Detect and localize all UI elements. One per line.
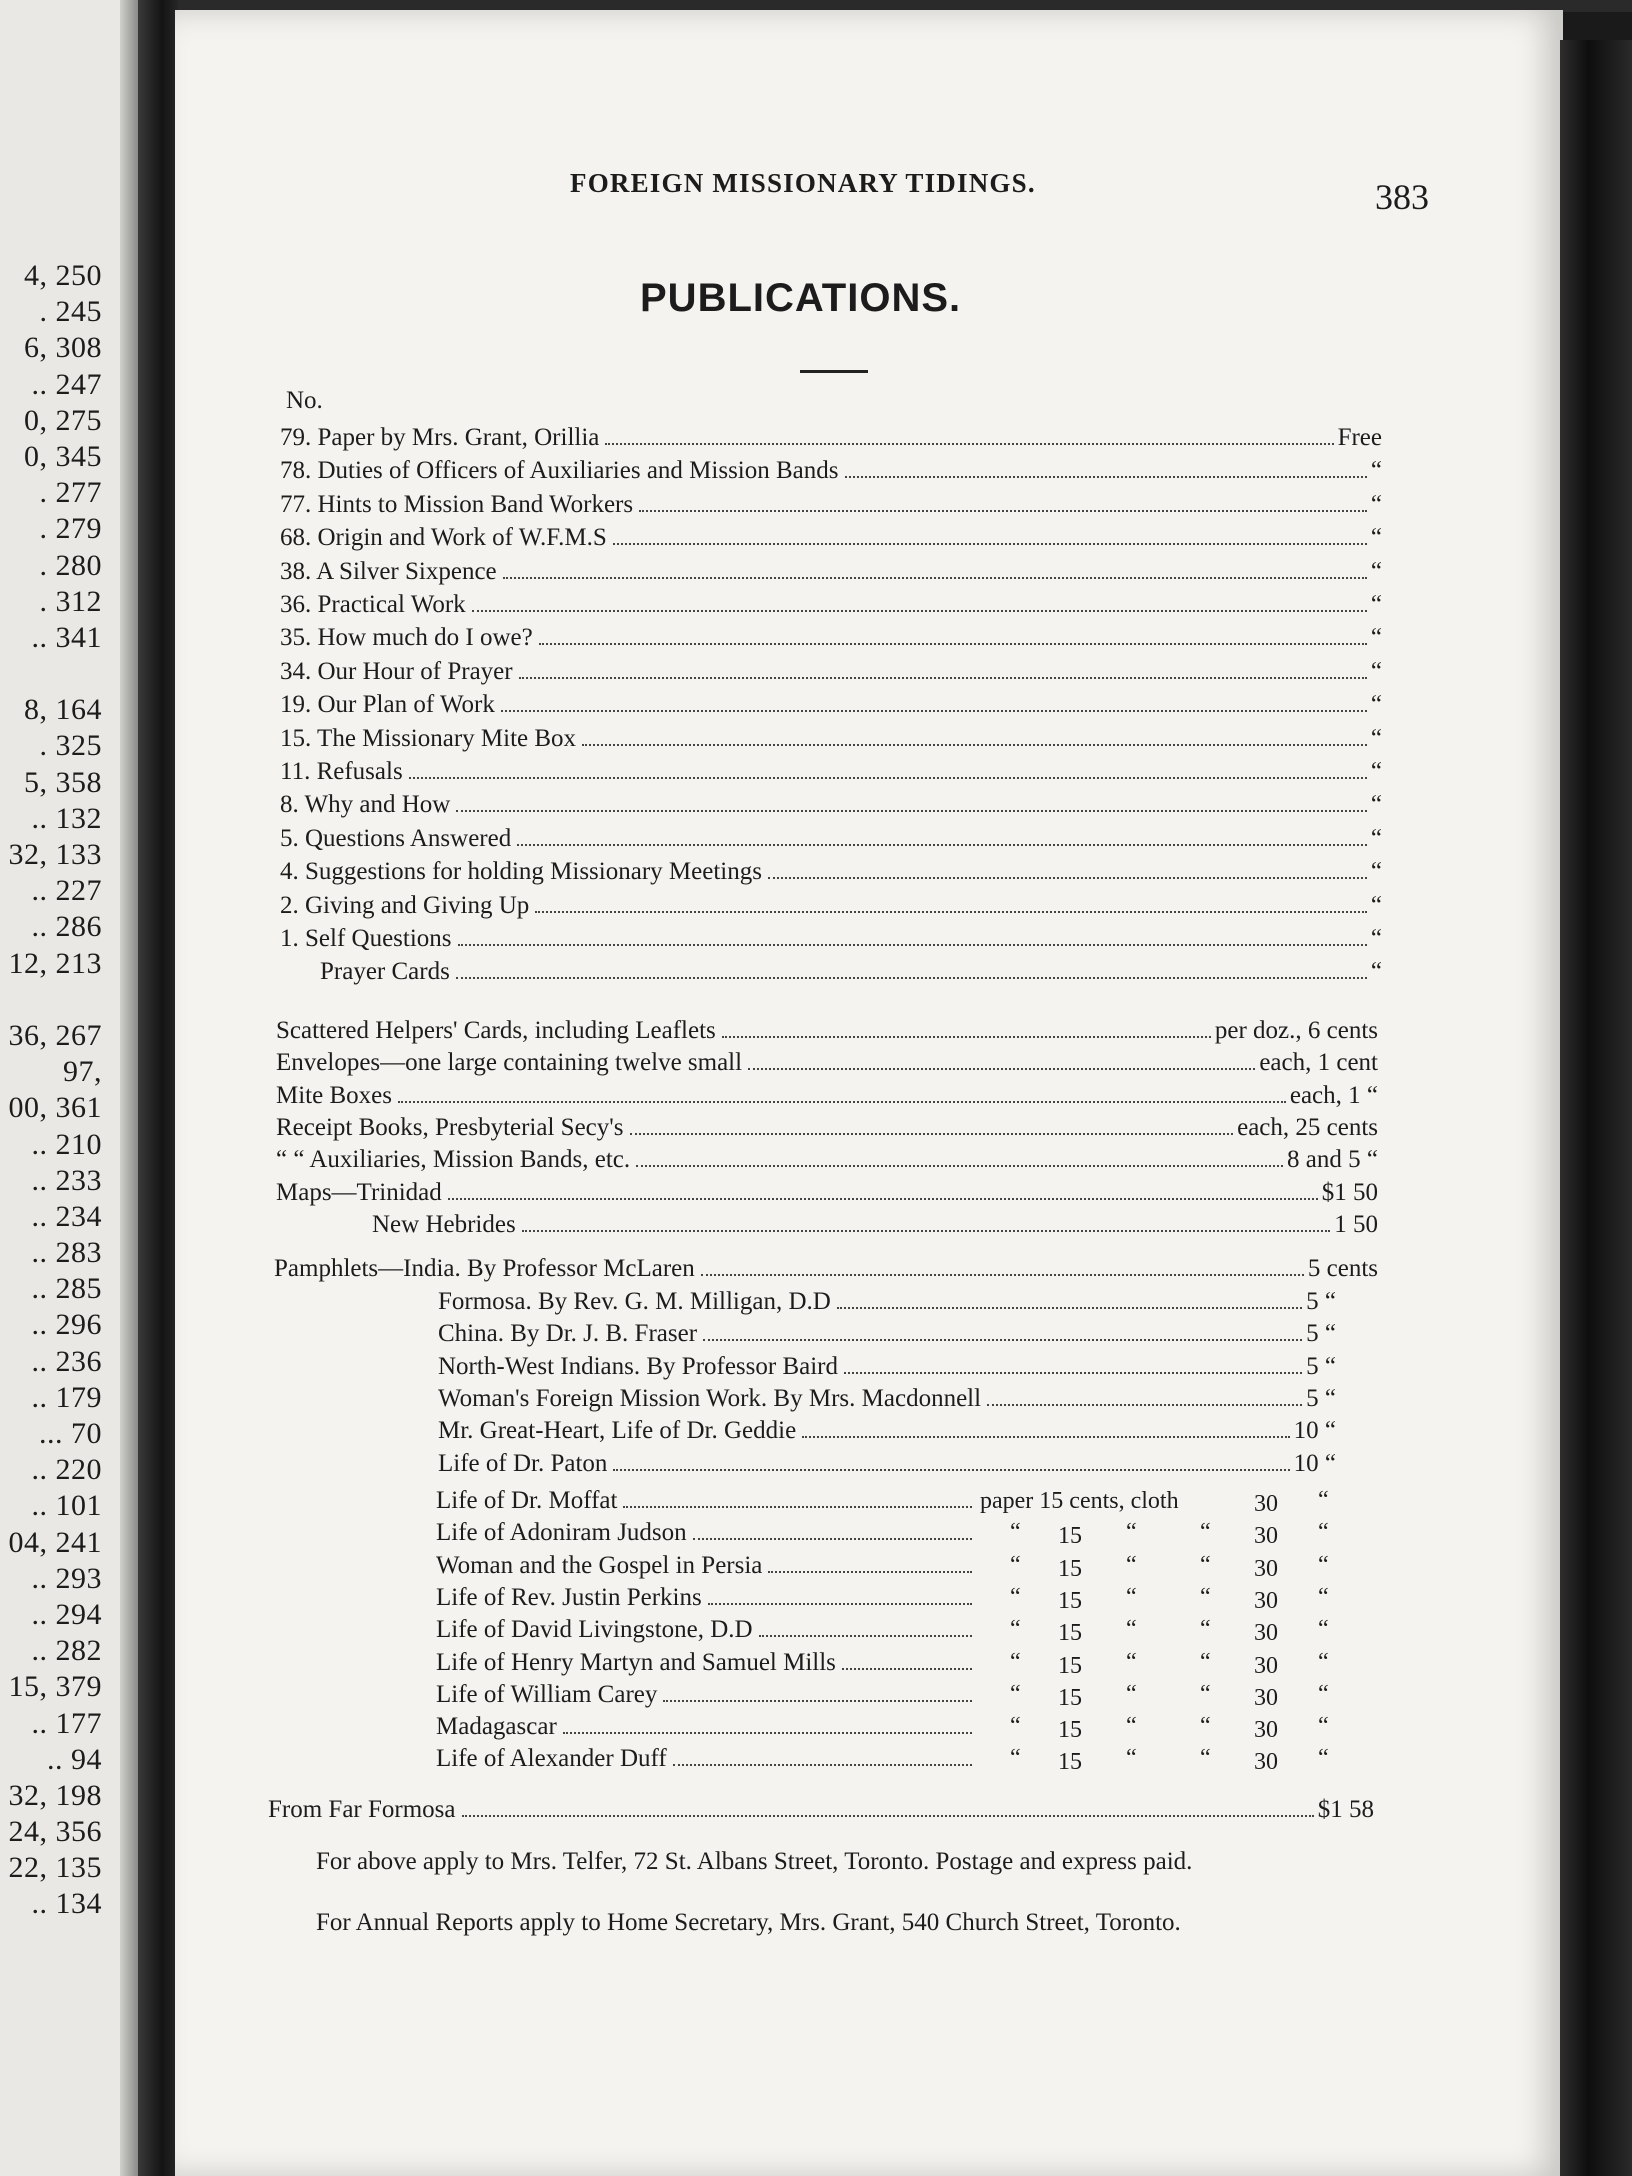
- dot-leader: [759, 1635, 972, 1637]
- far-formosa-value: $1 58: [1317, 1796, 1374, 1823]
- ditto-mark: “: [1010, 1745, 1021, 1772]
- pamphlet-entry-value: 5 “: [1306, 1320, 1336, 1348]
- pamphlet-entry: [438, 1320, 1336, 1348]
- leaflet-entry-value: “: [1370, 858, 1382, 886]
- leaflet-entry-label: 11. Refusals: [280, 758, 403, 785]
- ditto-mark: “: [1200, 1745, 1211, 1772]
- supply-entry: [276, 1017, 1378, 1045]
- leaflet-entry-value: “: [1370, 624, 1382, 652]
- leaflet-entry-value: Free: [1337, 424, 1382, 451]
- ditto-mark: “: [1200, 1648, 1211, 1675]
- supply-entry: [276, 1082, 1378, 1110]
- leaflet-entry-value: “: [1370, 958, 1382, 986]
- left-page-number: .. 285: [31, 1272, 102, 1306]
- pamphlet-entry: [438, 1385, 1336, 1413]
- dot-leader: [501, 710, 1367, 712]
- leaflet-entry-label: 1. Self Questions: [280, 925, 452, 952]
- leaflet-entry: [280, 591, 1382, 619]
- book-title: Woman and the Gospel in Persia: [436, 1551, 763, 1579]
- dot-leader: [539, 643, 1367, 645]
- pamphlet-entry-value: 5 “: [1306, 1288, 1336, 1315]
- dot-leader: [582, 744, 1367, 746]
- left-page-number: .. 210: [31, 1127, 102, 1161]
- dot-leader: [398, 1101, 1286, 1103]
- supply-entry-value: each, 1 cent: [1259, 1049, 1378, 1077]
- ditto-mark: “: [1126, 1713, 1137, 1740]
- leaflet-entry: [280, 758, 1382, 786]
- ditto-mark: “: [1318, 1713, 1329, 1740]
- leaflet-entry: [280, 925, 1382, 953]
- dot-leader: [462, 1815, 1314, 1817]
- left-page-number: 32, 198: [8, 1778, 102, 1812]
- leaflet-entry-value: “: [1370, 591, 1382, 618]
- leaflet-entry-value: “: [1370, 490, 1382, 518]
- ditto-mark: “: [1318, 1519, 1329, 1546]
- leaflet-entry-label: 2. Giving and Giving Up: [280, 891, 530, 919]
- dot-leader: [623, 1506, 972, 1508]
- leaflet-entry: [280, 624, 1382, 652]
- left-page-number: 0, 345: [24, 439, 102, 473]
- cloth-price: 30: [1254, 1587, 1278, 1614]
- pamphlet-entry: [274, 1255, 1378, 1283]
- left-page-number: .. 220: [31, 1453, 102, 1487]
- leaflet-entry: [280, 858, 1382, 886]
- book-edge: [1560, 40, 1632, 2176]
- dot-leader: [409, 777, 1367, 779]
- ditto-mark: “: [1126, 1583, 1137, 1610]
- supply-entry: [276, 1146, 1378, 1174]
- left-page-number: 12, 213: [8, 946, 102, 980]
- pamphlet-entry-label: Mr. Great-Heart, Life of Dr. Geddie: [438, 1417, 797, 1445]
- ditto-mark: “: [1200, 1616, 1211, 1643]
- supply-entry-label: New Hebrides: [372, 1210, 516, 1238]
- dot-leader: [748, 1068, 1255, 1070]
- far-formosa: [268, 1796, 1374, 1824]
- ditto-mark: “: [1010, 1680, 1021, 1707]
- dot-leader: [722, 1036, 1211, 1038]
- ditto-mark: “: [1126, 1648, 1137, 1675]
- supply-entry-value: $1 50: [1321, 1178, 1378, 1206]
- supply-entry-label: Envelopes—one large containing twelve small: [276, 1049, 743, 1077]
- leaflet-entry: [280, 892, 1382, 920]
- leaflet-entry-label: 5. Questions Answered: [280, 824, 512, 852]
- supply-entry-label: “ “ Auxiliaries, Mission Bands, etc.: [276, 1146, 631, 1174]
- book-entry: [436, 1552, 976, 1580]
- book-title: Life of Rev. Justin Perkins: [436, 1583, 702, 1611]
- book-entry: [436, 1616, 976, 1644]
- ditto-mark: “: [1010, 1519, 1021, 1546]
- left-page-number: 0, 275: [24, 403, 102, 437]
- left-page-number: [0, 982, 102, 1018]
- dot-leader: [708, 1603, 972, 1605]
- pamphlet-entry: [438, 1353, 1336, 1381]
- leaflet-entry: [280, 457, 1382, 485]
- left-page-number: 00, 361: [8, 1091, 102, 1125]
- pamphlet-entry-label: Life of Dr. Paton: [438, 1449, 608, 1477]
- leaflet-entry: [280, 658, 1382, 686]
- ditto-mark: “: [1010, 1583, 1021, 1610]
- leaflet-entry-value: “: [1370, 457, 1382, 485]
- paper-price: 15: [1058, 1717, 1082, 1744]
- ditto-mark: “: [1010, 1648, 1021, 1675]
- supply-entry-value: each, 25 cents: [1237, 1113, 1378, 1141]
- cloth-price: 30: [1254, 1652, 1278, 1679]
- dot-leader: [844, 1372, 1302, 1374]
- dot-leader: [517, 844, 1367, 846]
- cloth-price: 30: [1254, 1491, 1278, 1517]
- left-page-number: .. 134: [31, 1887, 102, 1921]
- ditto-mark: “: [1318, 1745, 1329, 1772]
- paper-price: 15: [1058, 1555, 1082, 1582]
- page-number: 383: [1375, 177, 1429, 217]
- leaflet-entry: [280, 691, 1382, 719]
- dot-leader: [802, 1436, 1289, 1438]
- left-page-number: . 280: [39, 548, 102, 582]
- left-page-number: .. 294: [31, 1597, 102, 1631]
- supply-entry-label: Receipt Books, Presbyterial Secy's: [276, 1113, 624, 1141]
- supply-entry-value: each, 1 “: [1289, 1081, 1378, 1109]
- leaflet-entry-value: “: [1370, 657, 1382, 685]
- ditto-mark: “: [1126, 1616, 1137, 1643]
- left-page-number: ... 70: [39, 1417, 102, 1450]
- leaflet-entry-label: 79. Paper by Mrs. Grant, Orillia: [280, 424, 600, 451]
- book-title: Life of Dr. Moffat: [436, 1487, 618, 1514]
- order-note-text: For above apply to Mrs. Telfer, 72 St. Albans Street, Toronto. Postage and express paid.: [316, 1848, 1193, 1875]
- dot-leader: [987, 1404, 1302, 1406]
- left-page-number: .. 341: [31, 620, 102, 654]
- left-page-number: 04, 241: [8, 1525, 102, 1559]
- pamphlet-entry: [438, 1288, 1336, 1316]
- dot-leader: [663, 1700, 972, 1702]
- leaflet-entry-label: 35. How much do I owe?: [280, 624, 533, 652]
- dot-leader: [519, 677, 1367, 679]
- left-page-number: 24, 356: [8, 1815, 102, 1849]
- left-page-numbers: [0, 258, 102, 1923]
- leaflet-entry-value: “: [1370, 724, 1382, 752]
- left-page-number: .. 132: [31, 801, 102, 835]
- supply-entry-value: per doz., 6 cents: [1214, 1017, 1378, 1044]
- reports-note: [268, 1911, 1374, 1934]
- left-page-number: .. 94: [47, 1742, 102, 1776]
- supply-entry-label: Maps—Trinidad: [276, 1178, 442, 1206]
- pamphlet-entry: [438, 1450, 1336, 1478]
- ditto-mark: “: [1200, 1551, 1211, 1578]
- pamphlet-entry-value: 10 “: [1293, 1449, 1336, 1477]
- supply-entry-label: Mite Boxes: [276, 1081, 392, 1109]
- left-page-number: . 325: [39, 729, 102, 763]
- paper-price: 15: [1058, 1684, 1082, 1711]
- ditto-mark: “: [1318, 1648, 1329, 1675]
- supply-entry: [276, 1049, 1378, 1077]
- pamphlet-entry-value: 5 “: [1306, 1352, 1336, 1380]
- ditto-mark: “: [1010, 1551, 1021, 1578]
- leaflet-entry: [280, 791, 1382, 819]
- supply-entry: [372, 1211, 1378, 1239]
- paper-price: 15: [1058, 1749, 1082, 1776]
- leaflet-entry-value: “: [1370, 891, 1382, 919]
- left-page-number: . 312: [39, 584, 102, 618]
- leaflet-entry: [280, 424, 1382, 452]
- dot-leader: [703, 1339, 1302, 1341]
- dot-leader: [768, 1571, 972, 1573]
- supply-entry: [276, 1114, 1378, 1142]
- dot-leader: [605, 443, 1333, 445]
- page-title: PUBLICATIONS.: [640, 276, 962, 320]
- left-page-number: .. 296: [31, 1308, 102, 1342]
- dot-leader: [701, 1274, 1304, 1276]
- leaflet-entry-label: Prayer Cards: [320, 958, 450, 986]
- order-note: [268, 1850, 1374, 1873]
- leaflet-entry-label: 34. Our Hour of Prayer: [280, 657, 513, 685]
- supply-entry-value: 1 50: [1334, 1210, 1378, 1238]
- far-formosa-label: From Far Formosa: [268, 1796, 456, 1823]
- ditto-mark: “: [1010, 1616, 1021, 1643]
- leaflet-entry-value: “: [1370, 691, 1382, 719]
- left-page-number: 22, 135: [8, 1851, 102, 1885]
- paper-price: 15: [1058, 1587, 1082, 1614]
- ditto-mark: “: [1318, 1551, 1329, 1578]
- title-rule: [800, 370, 868, 373]
- cloth-price: 30: [1254, 1620, 1278, 1647]
- leaflet-entry-label: 19. Our Plan of Work: [280, 691, 495, 719]
- left-page-number: .. 282: [31, 1634, 102, 1668]
- book-entry: [436, 1649, 976, 1677]
- leaflet-entry-value: “: [1370, 557, 1382, 585]
- dot-leader: [456, 977, 1367, 979]
- dot-leader: [639, 510, 1367, 512]
- leaflet-entry-value: “: [1370, 791, 1382, 819]
- left-page-number: .. 179: [31, 1380, 102, 1414]
- cloth-price: 30: [1254, 1717, 1278, 1744]
- pamphlet-entry-label: North-West Indians. By Professor Baird: [438, 1352, 839, 1380]
- left-page-number: .. 247: [31, 367, 102, 401]
- leaflet-entry: [280, 491, 1382, 519]
- dot-leader: [522, 1230, 1331, 1232]
- leaflet-entry: [280, 825, 1382, 853]
- ditto-mark: “: [1318, 1583, 1329, 1610]
- pamphlet-entry: [438, 1417, 1336, 1445]
- left-page-number: .. 293: [31, 1561, 102, 1595]
- paper-price: 15: [1058, 1620, 1082, 1647]
- leaflet-entry-label: 78. Duties of Officers of Auxiliaries and Mission Bands: [280, 457, 839, 485]
- dot-leader: [613, 543, 1367, 545]
- left-page-number: .. 227: [31, 874, 102, 908]
- book-entry: [436, 1745, 976, 1773]
- leaflet-entry-value: “: [1370, 925, 1382, 952]
- left-page-number: 5, 358: [24, 765, 102, 799]
- dot-leader: [535, 911, 1367, 913]
- book-title: Madagascar: [436, 1713, 557, 1741]
- ditto-mark: “: [1126, 1745, 1137, 1772]
- ditto-mark: “: [1318, 1680, 1329, 1707]
- left-page-number: . 279: [39, 512, 102, 546]
- leaflet-entry-label: 15. The Missionary Mite Box: [280, 724, 577, 752]
- left-page-number: .. 283: [31, 1236, 102, 1270]
- leaflet-entry: [280, 558, 1382, 586]
- dot-leader: [563, 1732, 972, 1734]
- book-entry: [436, 1584, 976, 1612]
- supply-entry-label: Scattered Helpers' Cards, including Leaflets: [276, 1017, 716, 1044]
- dot-leader: [842, 1668, 972, 1670]
- left-page-number: . 245: [39, 295, 102, 329]
- reports-note-text: For Annual Reports apply to Home Secretary, Mrs. Grant, 540 Church Street, Toronto.: [316, 1909, 1181, 1936]
- left-page-number: 36, 267: [8, 1018, 102, 1052]
- leaflet-entry-value: “: [1370, 824, 1382, 852]
- left-page-number: .. 286: [31, 910, 102, 944]
- leaflet-entry-label: 8. Why and How: [280, 791, 451, 819]
- pamphlet-entry-value: 5 cents: [1307, 1255, 1378, 1282]
- book-title: Life of David Livingstone, D.D: [436, 1616, 753, 1644]
- ditto-mark: “: [1200, 1713, 1211, 1740]
- pamphlet-entry-value: 5 “: [1306, 1384, 1336, 1412]
- leaflet-entry-label: 68. Origin and Work of W.F.M.S: [280, 524, 607, 552]
- ditto-mark: “: [1126, 1680, 1137, 1707]
- book-entry: [436, 1713, 976, 1741]
- pamphlet-entry-label: Woman's Foreign Mission Work. By Mrs. Macdonnell: [438, 1384, 982, 1412]
- leaflet-entry-label: 38. A Silver Sixpence: [280, 557, 497, 585]
- left-page-number: .. 177: [31, 1706, 102, 1740]
- left-page-number: .. 234: [31, 1199, 102, 1233]
- book-entry: [436, 1519, 976, 1547]
- pamphlet-entry-label: Formosa. By Rev. G. M. Milligan, D.D: [438, 1288, 831, 1315]
- supply-entry: [276, 1179, 1378, 1207]
- leaflet-entry-value: “: [1370, 758, 1382, 785]
- left-page-number: 6, 308: [24, 331, 102, 365]
- dot-leader: [458, 944, 1367, 946]
- left-page-number: 4, 250: [24, 259, 102, 292]
- paper-price: 15: [1058, 1523, 1082, 1550]
- paper-price: 15: [1058, 1652, 1082, 1679]
- dot-leader: [768, 877, 1367, 879]
- pamphlet-entry-label: Pamphlets—India. By Professor McLaren: [274, 1255, 695, 1282]
- leaflet-entry: [280, 725, 1382, 753]
- dot-leader: [613, 1469, 1289, 1471]
- ditto-mark: “: [1126, 1519, 1137, 1546]
- pamphlet-entry-label: China. By Dr. J. B. Fraser: [438, 1320, 698, 1348]
- dot-leader: [636, 1165, 1283, 1167]
- dot-leader: [456, 810, 1367, 812]
- book-title: Life of Adoniram Judson: [436, 1519, 687, 1547]
- dot-leader: [448, 1198, 1318, 1200]
- left-page-number: [0, 656, 102, 692]
- dot-leader: [845, 476, 1367, 478]
- cloth-price: 30: [1254, 1749, 1278, 1776]
- book-title: Life of Alexander Duff: [436, 1745, 667, 1773]
- book-price-note: paper 15 cents, cloth: [980, 1488, 1179, 1514]
- left-page: [0, 0, 140, 2176]
- book-gutter: [138, 0, 178, 2176]
- leaflet-entry: [320, 958, 1382, 986]
- book-entry: [436, 1681, 976, 1709]
- ditto-mark: “: [1318, 1616, 1329, 1643]
- left-page-number: .. 233: [31, 1163, 102, 1197]
- supply-entry-value: 8 and 5 “: [1287, 1146, 1378, 1174]
- left-page-number: 8, 164: [24, 693, 102, 727]
- ditto-mark: “: [1010, 1713, 1021, 1740]
- book-entry: [436, 1487, 976, 1515]
- leaflet-entry-label: 77. Hints to Mission Band Workers: [280, 490, 634, 518]
- leaflet-entry: [280, 524, 1382, 552]
- cloth-price: 30: [1254, 1523, 1278, 1550]
- dot-leader: [673, 1764, 972, 1766]
- left-page-number: .. 101: [31, 1489, 102, 1523]
- cloth-price: 30: [1254, 1555, 1278, 1582]
- pamphlet-entry-value: 10 “: [1293, 1417, 1336, 1445]
- cloth-price: 30: [1254, 1684, 1278, 1711]
- leaflet-entry-label: 36. Practical Work: [280, 591, 466, 618]
- running-head: FOREIGN MISSIONARY TIDINGS.: [570, 168, 1036, 198]
- dot-leader: [837, 1307, 1302, 1309]
- number-column-label: No.: [286, 387, 323, 414]
- dot-leader: [503, 577, 1367, 579]
- left-page-number: .. 236: [31, 1344, 102, 1378]
- dot-leader: [472, 610, 1367, 612]
- leaflet-entry-value: “: [1370, 524, 1382, 552]
- dot-leader: [693, 1538, 972, 1540]
- left-page-number: . 277: [39, 476, 102, 510]
- ditto-mark: “: [1200, 1519, 1211, 1546]
- left-page-number: 15, 379: [8, 1670, 102, 1704]
- book-title: Life of Henry Martyn and Samuel Mills: [436, 1648, 836, 1676]
- left-page-number: 32, 133: [8, 838, 102, 871]
- dot-leader: [630, 1133, 1234, 1135]
- ditto-mark: “: [1126, 1551, 1137, 1578]
- left-page-number: 97,: [63, 1055, 102, 1089]
- book-title: Life of William Carey: [436, 1680, 658, 1708]
- ditto-mark: “: [1200, 1583, 1211, 1610]
- leaflet-entry-label: 4. Suggestions for holding Missionary Meetings: [280, 858, 762, 886]
- ditto-mark: “: [1318, 1487, 1329, 1513]
- ditto-mark: “: [1200, 1680, 1211, 1707]
